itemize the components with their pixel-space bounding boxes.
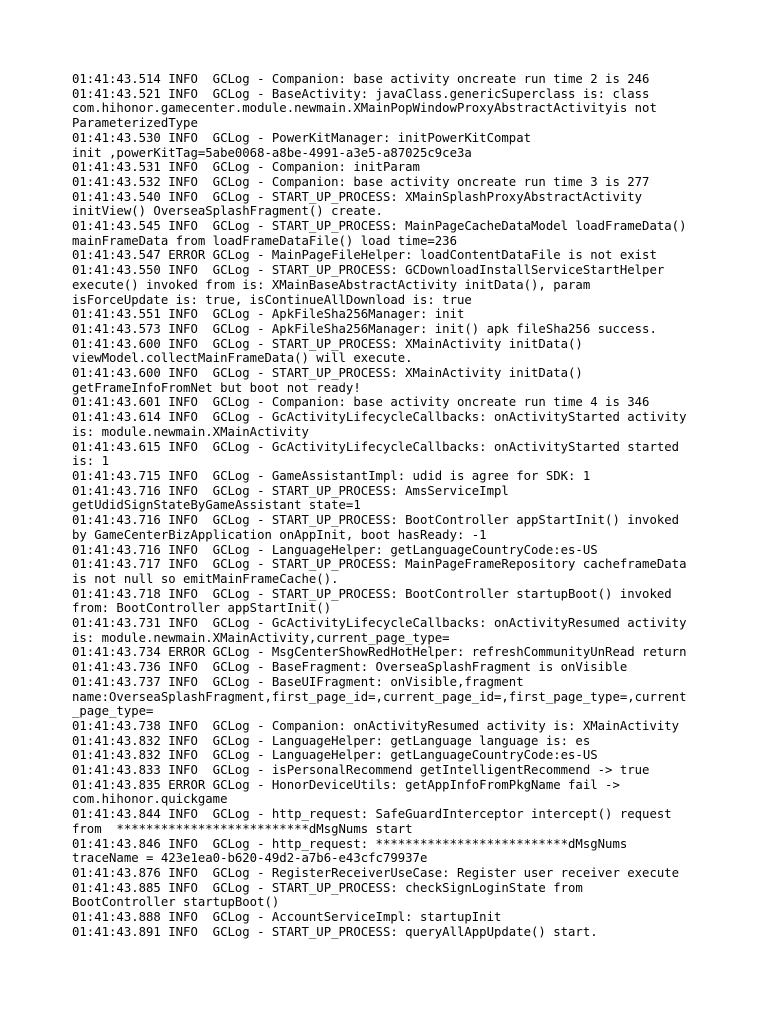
log-line: com.hihonor.gamecenter.module.newmain.XMainPopWindowProxyAbstractActivityis not xyxy=(72,101,657,116)
log-line: 01:41:43.600 INFO GCLog - START_UP_PROCESS: XMainActivity initData() xyxy=(72,366,583,381)
log-body xyxy=(72,72,712,939)
log-line: isForceUpdate is: true, isContinueAllDownload is: true xyxy=(72,292,472,307)
log-line: 01:41:43.601 INFO GCLog - Companion: base activity oncreate run time 4 is 346 xyxy=(72,395,650,410)
log-line: from **************************dMsgNums start xyxy=(72,821,413,836)
log-line: 01:41:43.738 INFO GCLog - Companion: onActivityResumed activity is: XMainActivity xyxy=(72,718,680,733)
log-line: 01:41:43.531 INFO GCLog - Companion: initParam xyxy=(72,160,420,175)
log-line: 01:41:43.521 INFO GCLog - BaseActivity: javaClass.genericSuperclass is: class xyxy=(72,86,650,101)
log-line: init ,powerKitTag=5abe0068-a8be-4991-a3e5-a87025c9ce3a xyxy=(72,145,472,160)
log-line: is not null so emitMainFrameCache(). xyxy=(72,571,339,586)
log-line: name:OverseaSplashFragment,first_page_id=,current_page_id=,first_page_type=,current xyxy=(72,689,687,704)
log-line: is: 1 xyxy=(72,454,110,469)
log-line: getUdidSignStateByGameAssistant state=1 xyxy=(72,498,361,513)
log-line: BootController startupBoot() xyxy=(72,895,280,910)
log-line: 01:41:43.846 INFO GCLog - http_request: **************************dMsgNums xyxy=(72,836,628,851)
log-line: traceName = 423e1ea0-b620-49d2-a7b6-e43cfc79937e xyxy=(72,851,428,866)
log-line: 01:41:43.545 INFO GCLog - START_UP_PROCESS: MainPageCacheDataModel loadFrameData() xyxy=(72,219,687,234)
log-line: execute() invoked from is: XMainBaseAbstractActivity initData(), param xyxy=(72,277,591,292)
log-line: 01:41:43.737 INFO GCLog - BaseUIFragment: onVisible,fragment xyxy=(72,674,524,689)
log-line: mainFrameData from loadFrameDataFile() load time=236 xyxy=(72,233,457,248)
log-line: 01:41:43.551 INFO GCLog - ApkFileSha256Manager: init xyxy=(72,307,465,322)
log-line: 01:41:43.832 INFO GCLog - LanguageHelper: getLanguageCountryCode:es-US xyxy=(72,748,598,763)
log-line: 01:41:43.600 INFO GCLog - START_UP_PROCESS: XMainActivity initData() xyxy=(72,336,583,351)
log-line: 01:41:43.615 INFO GCLog - GcActivityLifecycleCallbacks: onActivityStarted started xyxy=(72,439,680,454)
log-line: 01:41:43.514 INFO GCLog - Companion: base activity oncreate run time 2 is 246 xyxy=(72,72,650,86)
log-line: from: BootController appStartInit() xyxy=(72,601,332,616)
log-line: 01:41:43.717 INFO GCLog - START_UP_PROCESS: MainPageFrameRepository cacheframeData xyxy=(72,557,687,572)
log-line: 01:41:43.731 INFO GCLog - GcActivityLifecycleCallbacks: onActivityResumed activity xyxy=(72,616,687,631)
log-line: 01:41:43.573 INFO GCLog - ApkFileSha256Manager: init() apk fileSha256 success. xyxy=(72,321,657,336)
log-line: 01:41:43.547 ERROR GCLog - MainPageFileHelper: loadContentDataFile is not exist xyxy=(72,248,657,263)
log-line: 01:41:43.832 INFO GCLog - LanguageHelper: getLanguage language is: es xyxy=(72,733,591,748)
log-line: initView() OverseaSplashFragment() create. xyxy=(72,204,383,219)
log-line: is: module.newmain.XMainActivity,current_page_type= xyxy=(72,630,450,645)
log-line: 01:41:43.530 INFO GCLog - PowerKitManager: initPowerKitCompat xyxy=(72,130,532,145)
log-line: 01:41:43.718 INFO GCLog - START_UP_PROCESS: BootController startupBoot() invoked xyxy=(72,586,672,601)
log-line: _page_type= xyxy=(72,704,154,719)
log-line: viewModel.collectMainFrameData() will execute. xyxy=(72,351,413,366)
log-line: 01:41:43.716 INFO GCLog - START_UP_PROCESS: BootController appStartInit() invoked xyxy=(72,513,680,528)
log-line: 01:41:43.716 INFO GCLog - LanguageHelper: getLanguageCountryCode:es-US xyxy=(72,542,598,557)
log-line: 01:41:43.550 INFO GCLog - START_UP_PROCESS: GCDownloadInstallServiceStartHelper xyxy=(72,263,665,278)
log-line: 01:41:43.715 INFO GCLog - GameAssistantImpl: udid is agree for SDK: 1 xyxy=(72,468,591,483)
log-line: 01:41:43.888 INFO GCLog - AccountServiceImpl: startupInit xyxy=(72,910,502,925)
log-line: 01:41:43.833 INFO GCLog - isPersonalRecommend getIntelligentRecommend -> true xyxy=(72,763,650,778)
log-line: 01:41:43.532 INFO GCLog - Companion: base activity oncreate run time 3 is 277 xyxy=(72,174,650,189)
log-line: 01:41:43.716 INFO GCLog - START_UP_PROCESS: AmsServiceImpl xyxy=(72,483,509,498)
log-line: 01:41:43.734 ERROR GCLog - MsgCenterShowRedHotHelper: refreshCommunityUnRead return xyxy=(72,645,687,660)
log-line: 01:41:43.885 INFO GCLog - START_UP_PROCESS: checkSignLoginState from xyxy=(72,880,583,895)
log-line: 01:41:43.736 INFO GCLog - BaseFragment: OverseaSplashFragment is onVisible xyxy=(72,660,628,675)
log-line: 01:41:43.540 INFO GCLog - START_UP_PROCESS: XMainSplashProxyAbstractActivity xyxy=(72,189,643,204)
log-line: ParameterizedType xyxy=(72,116,198,131)
log-line: by GameCenterBizApplication onAppInit, boot hasReady: -1 xyxy=(72,527,487,542)
log-document xyxy=(72,72,712,939)
log-line: 01:41:43.835 ERROR GCLog - HonorDeviceUtils: getAppInfoFromPkgName fail -> xyxy=(72,777,620,792)
log-line: 01:41:43.614 INFO GCLog - GcActivityLifecycleCallbacks: onActivityStarted activity xyxy=(72,410,687,425)
log-line: is: module.newmain.XMainActivity xyxy=(72,424,309,439)
log-line: 01:41:43.891 INFO GCLog - START_UP_PROCESS: queryAllAppUpdate() start. xyxy=(72,924,598,939)
log-line: 01:41:43.844 INFO GCLog - http_request: SafeGuardInterceptor intercept() request xyxy=(72,807,672,822)
log-line: getFrameInfoFromNet but boot not ready! xyxy=(72,380,361,395)
log-line: 01:41:43.876 INFO GCLog - RegisterReceiverUseCase: Register user receiver execute xyxy=(72,865,680,880)
log-line: com.hihonor.quickgame xyxy=(72,792,228,807)
